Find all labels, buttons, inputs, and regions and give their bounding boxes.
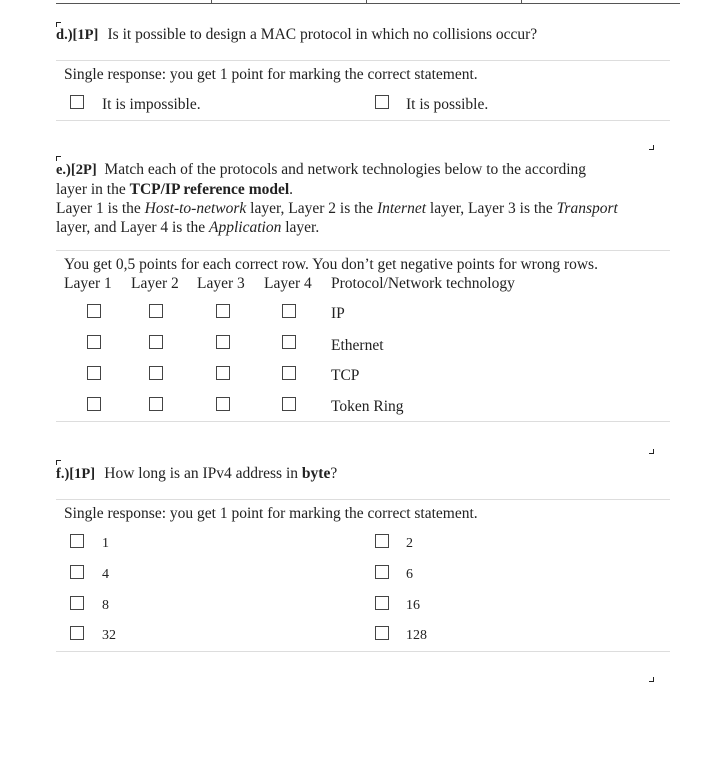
column-header-layer-1: Layer 1 xyxy=(64,275,112,292)
question-number: d.) xyxy=(56,27,73,43)
question-corner-mark xyxy=(649,677,654,682)
question-points: [2P] xyxy=(70,162,97,178)
column-header-layer-4: Layer 4 xyxy=(264,275,312,292)
layer-4-checkbox[interactable] xyxy=(282,397,296,411)
option-checkbox[interactable] xyxy=(375,626,389,640)
layer-2-checkbox[interactable] xyxy=(149,366,163,380)
option-label: It is impossible. xyxy=(102,96,201,113)
previous-table-border xyxy=(56,0,680,4)
question-text: ? xyxy=(330,465,338,482)
option-checkbox[interactable] xyxy=(70,534,84,548)
option-label: It is possible. xyxy=(406,96,489,113)
layer-1-checkbox[interactable] xyxy=(87,366,101,380)
layer-2-checkbox[interactable] xyxy=(149,335,163,349)
emphasis-text: Application xyxy=(209,219,282,236)
question-corner-mark xyxy=(649,145,654,150)
option-label: 4 xyxy=(102,567,109,582)
option-label: 32 xyxy=(102,628,116,643)
layer-1-checkbox[interactable] xyxy=(87,304,101,318)
question-text: Match each of the protocols and network technologies below to the according xyxy=(104,161,587,178)
option-label: 1 xyxy=(102,536,109,551)
divider xyxy=(56,120,670,121)
question-text: How long is an IPv4 address in xyxy=(104,465,302,482)
question-text: layer in the xyxy=(56,181,130,198)
layer-1-checkbox[interactable] xyxy=(87,397,101,411)
option-label: 6 xyxy=(406,567,413,582)
question-e-text xyxy=(56,160,666,237)
question-points: [1P] xyxy=(69,466,96,482)
option-checkbox[interactable] xyxy=(70,565,84,579)
question-number: f.) xyxy=(56,466,70,482)
layer-3-checkbox[interactable] xyxy=(216,366,230,380)
question-points: [1P] xyxy=(72,27,99,43)
emphasis-text: Host-to-network xyxy=(144,200,247,217)
option-checkbox[interactable] xyxy=(375,565,389,579)
emphasis-text: byte xyxy=(301,465,331,482)
option-checkbox[interactable] xyxy=(70,95,84,109)
question-text: Layer 1 is the xyxy=(56,200,145,217)
divider xyxy=(56,421,670,422)
question-text: layer, Layer 3 is the xyxy=(426,200,557,217)
option-checkbox[interactable] xyxy=(375,596,389,610)
protocol-label: Ethernet xyxy=(331,337,384,354)
layer-2-checkbox[interactable] xyxy=(149,304,163,318)
layer-3-checkbox[interactable] xyxy=(216,397,230,411)
emphasis-text: Internet xyxy=(376,200,427,217)
column-header-protocol: Protocol/Network technology xyxy=(331,275,515,292)
question-d-header xyxy=(56,25,537,45)
question-text: Is it possible to design a MAC protocol in which no collisions occur? xyxy=(107,26,538,43)
option-checkbox[interactable] xyxy=(375,95,389,109)
layer-2-checkbox[interactable] xyxy=(149,397,163,411)
option-label: 16 xyxy=(406,598,420,613)
layer-4-checkbox[interactable] xyxy=(282,304,296,318)
option-checkbox[interactable] xyxy=(70,626,84,640)
emphasis-text: Transport xyxy=(556,200,618,217)
divider xyxy=(56,499,670,500)
instruction-text: Single response: you get 1 point for marking the correct statement. xyxy=(64,505,478,522)
protocol-label: TCP xyxy=(331,367,360,384)
layer-3-checkbox[interactable] xyxy=(216,335,230,349)
option-label: 8 xyxy=(102,598,109,613)
layer-4-checkbox[interactable] xyxy=(282,335,296,349)
layer-1-checkbox[interactable] xyxy=(87,335,101,349)
question-text: layer, Layer 2 is the xyxy=(246,200,377,217)
question-text: . xyxy=(289,181,294,198)
layer-4-checkbox[interactable] xyxy=(282,366,296,380)
question-corner-mark xyxy=(649,449,654,454)
option-checkbox[interactable] xyxy=(375,534,389,548)
question-number: e.) xyxy=(56,162,71,178)
protocol-label: IP xyxy=(331,305,345,322)
emphasis-text: TCP/IP reference model xyxy=(129,181,290,198)
question-f-header xyxy=(56,464,337,484)
option-label: 2 xyxy=(406,536,413,551)
column-header-layer-3: Layer 3 xyxy=(197,275,245,292)
protocol-label: Token Ring xyxy=(331,398,404,415)
instruction-text: Single response: you get 1 point for marking the correct statement. xyxy=(64,66,478,83)
question-text: layer. xyxy=(281,219,320,236)
divider xyxy=(56,60,670,61)
divider xyxy=(56,651,670,652)
question-text: layer, and Layer 4 is the xyxy=(56,219,210,236)
column-header-layer-2: Layer 2 xyxy=(131,275,179,292)
option-label: 128 xyxy=(406,628,427,643)
instruction-text: You get 0,5 points for each correct row. You don’t get negative points for wrong rows. xyxy=(64,256,598,273)
divider xyxy=(56,250,670,251)
layer-3-checkbox[interactable] xyxy=(216,304,230,318)
option-checkbox[interactable] xyxy=(70,596,84,610)
